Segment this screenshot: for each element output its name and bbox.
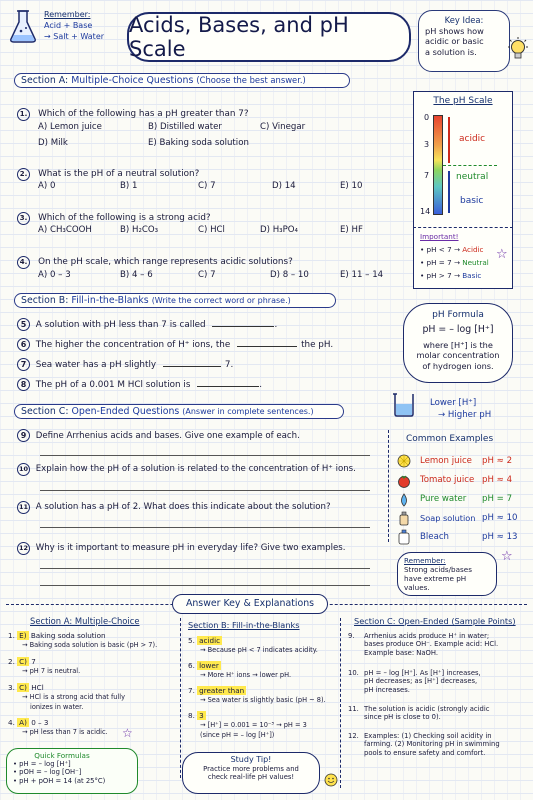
lightbulb-icon: [506, 36, 530, 64]
answer-5: 5. acidic → Because pH < 7 indicates acidity.: [188, 636, 318, 655]
answer-4: 4. A) 0 – 3 → pH less than 7 is acidic.: [8, 718, 108, 737]
section-b-header: Section B: Fill-in-the-Blanks (Write the correct word or phrase.): [14, 293, 336, 308]
beaker-icon: [392, 392, 416, 418]
answer-line[interactable]: [40, 585, 370, 586]
tick-14: 14: [420, 207, 431, 216]
water-drop-icon: [397, 492, 411, 506]
question-11: 11 A solution has a pH of 2. What does this indicate about the solution?: [18, 502, 331, 512]
page-title: Acids, Bases, and pH Scale: [129, 13, 349, 61]
tick-7: 7: [424, 171, 430, 180]
title-box: [127, 12, 411, 62]
key-idea-box: Key Idea: pH shows how acidic or basic a solution is.: [418, 10, 510, 72]
example-soap: Soap solution pH ≈ 10: [420, 513, 518, 523]
answer-key-title-box: Answer Key & Explanations: [172, 594, 328, 614]
question-10: 10 Explain how the pH of a solution is related to the concentration of H⁺ ions.: [18, 464, 356, 474]
tick-3: 3: [424, 140, 430, 149]
example-bleach: Bleach pH ≈ 13: [420, 532, 518, 542]
answer-2: 2. C) 7 → pH 7 is neutral.: [8, 657, 81, 676]
question-9: 9 Define Arrhenius acids and bases. Give one example of each.: [17, 429, 300, 442]
neutral-label: neutral: [456, 172, 489, 182]
common-examples-title: Common Examples: [406, 434, 494, 444]
question-8: 8 The pH of a 0.001 M HCl solution is .: [17, 378, 262, 391]
neutral-marker: [443, 165, 497, 166]
answer-line[interactable]: [40, 490, 370, 491]
answer-b-title: Section B: Fill-in-the-Blanks: [188, 620, 300, 630]
answer-8: 8. 3 → [H⁺] = 0.001 = 10⁻³ → pH = 3 (since pH = – log [H⁺]): [188, 711, 307, 739]
answer-11: 11. The solution is acidic (strongly acidic since pH is close to 0).: [348, 705, 490, 722]
answer-line[interactable]: [40, 455, 370, 456]
important-row-neutral: • pH = 7 → Neutral: [420, 258, 489, 267]
answer-a-title: Section A: Multiple-Choice: [30, 616, 140, 626]
question-12: 12 Why is it important to measure pH in everyday life? Give two examples.: [18, 543, 346, 553]
answer-line[interactable]: [40, 527, 370, 528]
smiley-icon: [324, 772, 338, 786]
answer-9: 9. Arrhenius acids produce H⁺ in water; bases produce OH⁻. Example acid: HCl. Example base: NaOH.: [348, 632, 499, 657]
star-icon: ☆: [496, 247, 508, 262]
bleach-bottle-icon: [397, 529, 411, 545]
remember-top: Remember: Acid + Base → Salt + Water: [44, 10, 105, 41]
answer-12: 12. Examples: (1) Checking soil acidity in farming. (2) Monitoring pH in swimming pools to ensure safety and comfort.: [348, 732, 500, 757]
ph-scale-bar: [433, 115, 443, 215]
question-2: 2. What is the pH of a neutral solution?: [17, 161, 199, 181]
ph-scale-panel: The pH Scale: [413, 91, 513, 289]
basic-label: basic: [460, 196, 484, 206]
blank-7[interactable]: [163, 366, 221, 367]
study-tip-box: Study Tip! Practice more problems and check real-life pH values!: [182, 752, 320, 794]
important-row-acidic: • pH < 7 → Acidic: [420, 245, 484, 254]
section-c-header: Section C: Open-Ended Questions (Answer in complete sentences.): [14, 404, 344, 419]
important-row-basic: • pH > 7 → Basic: [420, 271, 482, 280]
soap-bottle-icon: [397, 510, 411, 526]
question-6: 6 The higher the concentration of H⁺ ions, the the pH.: [17, 338, 333, 351]
answer-3: 3. C) HCl → HCl is a strong acid that fully ionizes in water.: [8, 683, 126, 711]
important-label: Important!: [420, 232, 459, 241]
star-icon: ☆: [501, 549, 513, 564]
acidic-label: acidic: [459, 134, 486, 144]
example-tomato: Tomato juice pH ≈ 4: [420, 475, 513, 485]
quick-formulas-box: Quick Formulas • pH = – log [H⁺] • pOH = – log [OH⁻] • pH + pOH = 14 (at 25°C): [6, 748, 138, 794]
remember-bottom-box: Remember: Strong acids/bases have extreme pH values.: [397, 552, 497, 596]
answer-6: 6. lower → More H⁺ ions → lower pH.: [188, 661, 292, 680]
basic-range: [448, 171, 450, 213]
question-5: 5 A solution with pH less than 7 is called .: [17, 318, 277, 331]
answer-7: 7. greater than → Sea water is slightly basic (pH ~ 8).: [188, 686, 326, 705]
answer-c-title: Section C: Open-Ended (Sample Points): [354, 616, 516, 626]
example-lemon: Lemon juice pH ≈ 2: [420, 456, 513, 466]
answer-line[interactable]: [40, 568, 370, 569]
blank-6[interactable]: [237, 346, 297, 347]
blank-5[interactable]: [212, 326, 274, 327]
section-a-header: Section A: Multiple-Choice Questions (Choose the best answer.): [14, 73, 350, 88]
question-3: 3. Which of the following is a strong acid?: [17, 205, 211, 225]
tick-0: 0: [424, 113, 430, 122]
tomato-icon: [397, 473, 411, 487]
ph-formula-box: pH Formula pH = – log [H⁺] where [H⁺] is the molar concentration of hydrogen ions.: [403, 303, 513, 383]
example-water: Pure water pH = 7: [420, 494, 513, 504]
question-4: 4. On the pH scale, which range represents acidic solutions?: [17, 249, 293, 269]
answer-1: 1. E) Baking soda solution → Baking soda solution is basic (pH > 7).: [8, 631, 158, 650]
flask-icon: [6, 7, 40, 45]
beaker-note: Lower [H⁺] → Higher pH: [430, 398, 492, 421]
blank-8[interactable]: [197, 386, 259, 387]
acidic-range: [448, 117, 450, 163]
answer-10: 10. pH = – log [H⁺]. As [H⁺] increases, pH decreases; as [H⁺] decreases, pH increases.: [348, 669, 481, 694]
question-1: 1. Which of the following has a pH greater than 7?: [17, 101, 249, 121]
question-7: 7 Sea water has a pH slightly 7.: [17, 358, 233, 371]
star-icon: ☆: [122, 726, 133, 740]
lemon-icon: [397, 453, 411, 467]
common-examples-divider: [388, 430, 389, 542]
